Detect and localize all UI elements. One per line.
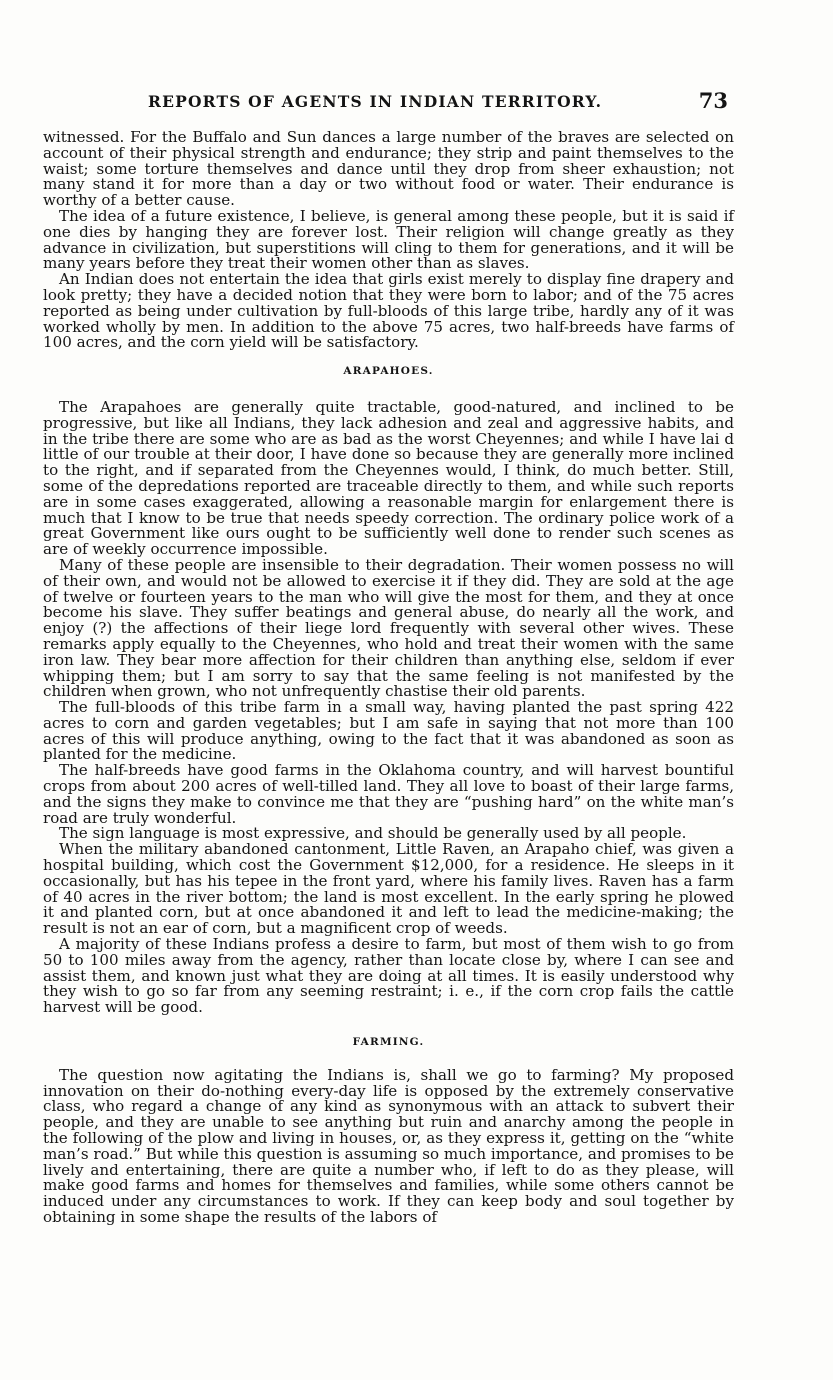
paragraph: When the military abandoned cantonment, Little Raven, an Arapaho chief, was given a hospital building, which cost the Government $12,000, for a residence. He sleeps in it occasionally, but has his tepee in the front yard, where his family lives. Raven has a farm of 40 acres in the river bottom; the land is most excellent. In the early spring he plowed it and planted corn, but at once abandoned it and left to lead the medicine-making; the result is not an ear of corn, but a magnificent crop of weeds. (43, 840, 734, 938)
paragraph: The half-breeds have good farms in the Oklahoma country, and will harvest bountiful crops from about 200 acres of well-tilled land. They all love to boast of their large farms, and the signs they make to convince me that they are “pushing hard” on the white man’s road are truly wonderful. (43, 761, 734, 827)
section-heading-farming: FARMING. (352, 1036, 425, 1049)
paragraph: The sign language is most expressive, and should be generally used by all people. (59, 824, 687, 843)
paragraph: The idea of a future existence, I believe, is general among these people, but it is said if one dies by hanging they are forever lost. Their religion will change greatly as they advance in civilization, but superstitions will cling to them for generations, and it will be many years before they treat their women other than as slaves. (43, 206, 734, 273)
page-number: 73 (698, 88, 728, 113)
paragraph: An Indian does not entertain the idea that girls exist merely to display fine drapery and look pretty; they have a decided notion that they were born to labor; and of the 75 acres reported as being under cultivation by full-bloods of this large tribe, hardly any of it was worked wholly by men. In addition to the above 75 acres, two half-breeds have farms of 100 acres, and the corn yield will be satisfactory. (43, 270, 734, 352)
running-title: REPORTS OF AGENTS IN INDIAN TERRITORY. (148, 92, 603, 111)
paragraph: The full-bloods of this tribe farm in a small way, having planted the past spring 422 acres to corn and garden vegetables; but I am safe in saying that not more than 100 acres of this will produce anything, owing to the fact that it was abandoned as soon as planted for the medicine. (43, 698, 734, 764)
section-heading-arapahoes: ARAPAHOES. (343, 365, 434, 378)
paragraph: A majority of these Indians profess a desire to farm, but most of them wish to go from 50 to 100 miles away from the agency, rather than locate close by, where I can see and assist them, and known just what they are doing at all times. It is easily understood why they wish to go so far from any seeming restraint; i. e., if the corn crop fails the cattle harvest will be good. (43, 935, 734, 1017)
running-head (148, 88, 728, 114)
paragraph: The question now agitating the Indians is, shall we go to farming? My proposed innovation on their do-nothing every-day life is opposed by the extremely conservative class, who regard a change of any kind as synonymous with an attack to subvert their people, and they are unable to see anything but ruin and anarchy among the people in the following of the plow and living in houses, or, as they express it, getting on the “white man’s road.” But while this question is assuming so much importance, and promises to be lively and entertaining, there are quite a number who, if left to do as they please, will make good farms and homes for themselves and families, while some others cannot be induced under any circumstances to work. If they can keep body and soul together by obtaining in some shape the results of the labors of (43, 1065, 734, 1226)
paragraph: witnessed. For the Buffalo and Sun dances a large number of the braves are selected on account of their physical strength and endurance; they strip and paint themselves to the waist; some torture themselves and dance until they drop from sheer exhaustion; not many stand it for more than a day or two without food or water. Their endurance is worthy of a better cause. (43, 128, 734, 210)
paragraph: Many of these people are insensible to their degradation. Their women possess no will of their own, and would not be allowed to exercise it if they did. They are sold at the age of twelve or fourteen years to the man who will give the most for them, and they at once become his slave. They suffer beatings and general abuse, do nearly all the work, and enjoy (?) the affections of their liege lord frequently with several other wives. These remarks apply equally to the Cheyennes, who hold and treat their women with the same iron law. They bear more affection for their children than anything else, seldom if ever whipping them; but I am sorry to say that the same feeling is not manifested by the children when grown, who not unfrequently chastise their old parents. (43, 555, 734, 701)
body-text (43, 130, 734, 1226)
paragraph: The Arapahoes are generally quite tractable, good-natured, and inclined to be progressive, but like all Indians, they lack adhesion and zeal and aggressive habits, and in the tribe there are some who are as bad as the worst Cheyennes; and while I have lai d little of our trouble at their door, I have done so because they are generally more inclined to the right, and if separated from the Cheyennes would, I think, do much better. Still, some of the depredations reported are traceable directly to them, and while such reports are in some cases exaggerated, allowing a reasonable margin for enlargement there is much that I know to be true that needs speedy correction. The ordinary police work of a great Government like ours ought to be sufficiently well done to render such scenes as are of weekly occurrence impossible. (43, 397, 734, 559)
